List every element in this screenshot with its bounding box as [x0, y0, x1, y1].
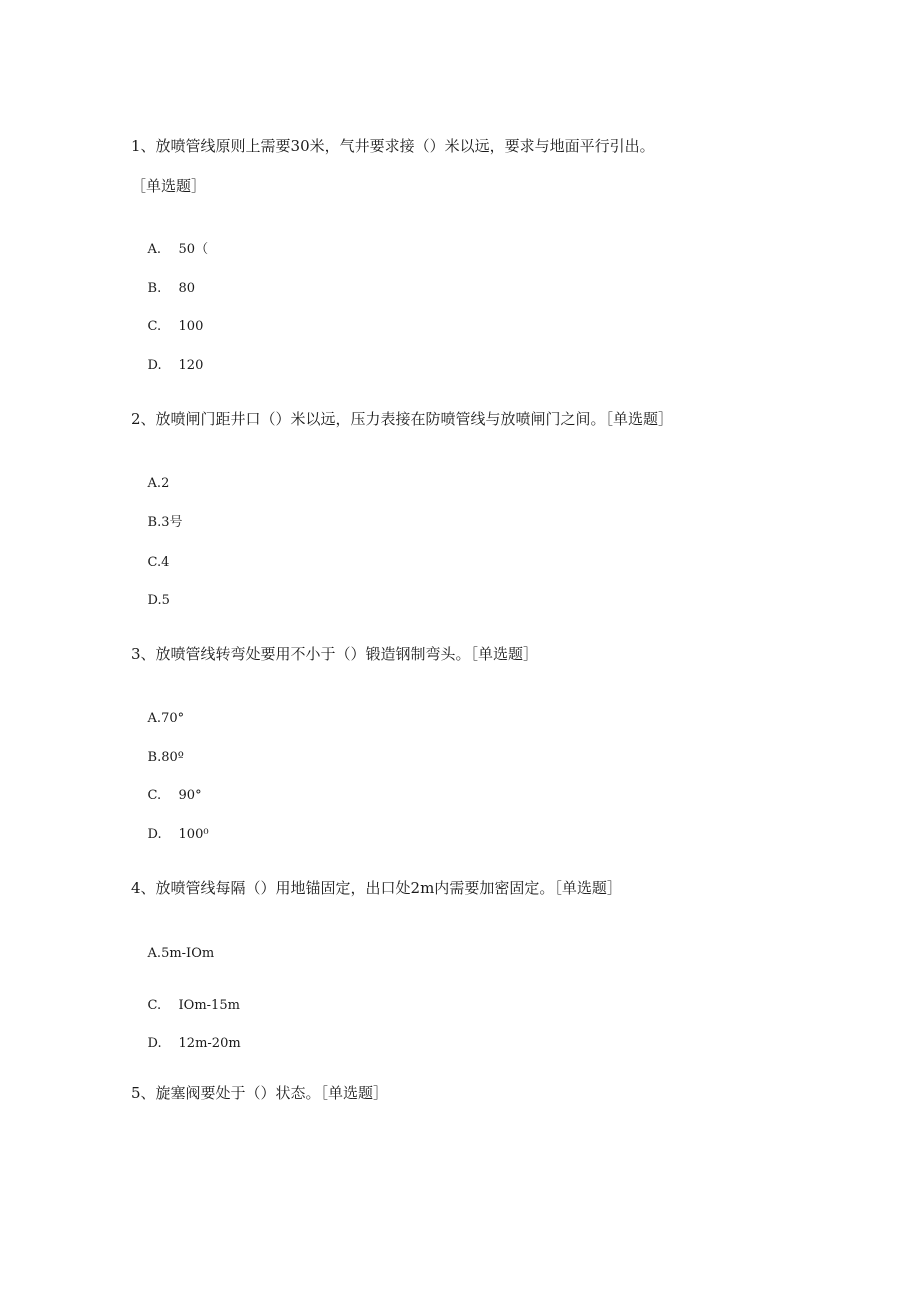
- question-2-stem: 2、放喷闸门距井口（）米以远，压力表接在防喷管线与放喷闸门之间。［单选题］: [131, 410, 674, 428]
- option-letter: A.: [147, 242, 162, 257]
- option-text: 12m-20m: [178, 1036, 241, 1051]
- question-1-stem: 1、放喷管线原则上需要30米，气井要求接（）米以远，要求与地面平行引出。: [131, 137, 655, 155]
- question-2-option-d: [131, 571, 170, 631]
- question-3-stem: 3、放喷管线转弯处要用不小于（）锻造钢制弯头。［单选题］: [131, 645, 539, 663]
- option-letter: C.: [147, 319, 162, 334]
- question-4-option-a: [131, 924, 214, 984]
- option-letter: D.: [147, 593, 162, 608]
- option-text: IOm-15m: [178, 998, 240, 1013]
- option-letter: C.: [147, 998, 162, 1013]
- option-text: 80: [178, 281, 196, 296]
- question-4-option-d: [131, 1014, 241, 1074]
- question-3-option-d: [131, 805, 209, 865]
- option-letter: C.: [147, 555, 162, 570]
- option-text: 5: [161, 593, 170, 608]
- option-letter: B.: [147, 515, 162, 530]
- question-5-stem: 5、旋塞阀要处于（）状态。［单选题］: [131, 1084, 389, 1102]
- question-1-option-d: [131, 336, 203, 396]
- option-text: 50（: [178, 242, 209, 257]
- option-text: 100⁰: [178, 827, 209, 842]
- option-letter: A.: [147, 476, 162, 491]
- option-letter: B.: [147, 281, 162, 296]
- option-letter: A.: [147, 946, 162, 961]
- option-text: 2: [161, 476, 170, 491]
- option-letter: A.: [147, 711, 162, 726]
- option-letter: C.: [147, 788, 162, 803]
- option-text: 4: [161, 555, 170, 570]
- option-text: 80º: [161, 750, 184, 765]
- question-1-type: ［单选题］: [131, 177, 207, 195]
- option-letter: D.: [147, 1036, 162, 1051]
- option-text: 100: [178, 319, 204, 334]
- option-text: 3号: [161, 515, 183, 530]
- option-text: 5m-IOm: [161, 946, 215, 961]
- option-letter: D.: [147, 827, 162, 842]
- option-letter: B.: [147, 750, 162, 765]
- option-text: 120: [178, 358, 204, 373]
- option-text: 70°: [161, 711, 185, 726]
- option-letter: D.: [147, 358, 162, 373]
- option-text: 90°: [178, 788, 202, 803]
- question-4-stem: 4、放喷管线每隔（）用地锚固定，出口处2m内需要加密固定。［单选题］: [131, 879, 622, 897]
